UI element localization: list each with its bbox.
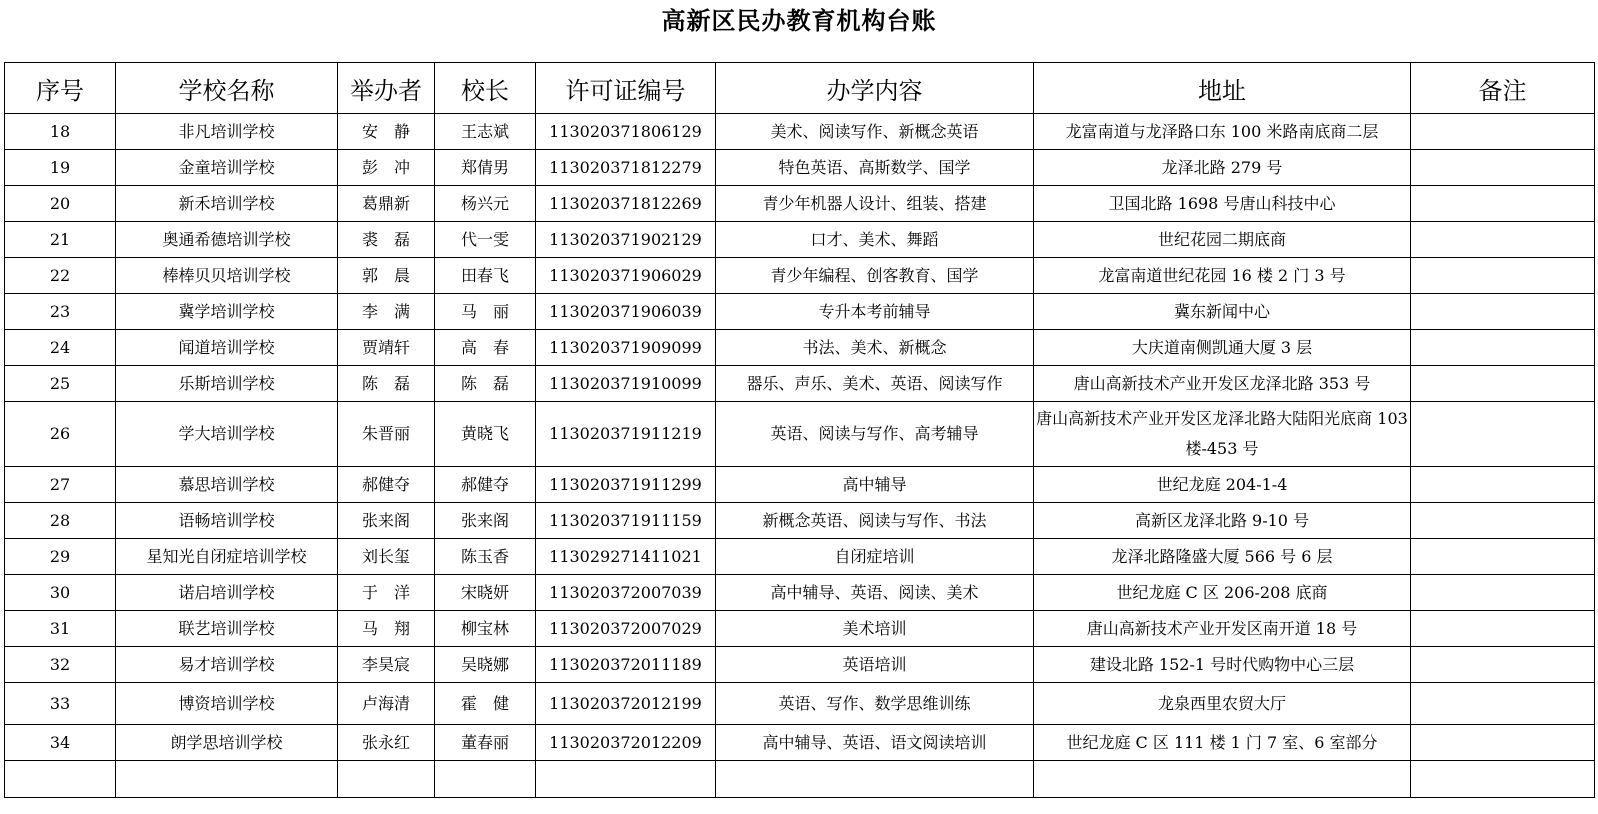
cell-address: 世纪龙庭 204-1-4 bbox=[1034, 467, 1411, 503]
empty-cell bbox=[536, 761, 716, 798]
cell-sponsor: 朱晋丽 bbox=[338, 402, 435, 467]
table-row bbox=[5, 503, 1595, 539]
cell-address: 唐山高新技术产业开发区南开道 18 号 bbox=[1034, 611, 1411, 647]
cell-remark bbox=[1411, 647, 1595, 683]
cell-remark bbox=[1411, 611, 1595, 647]
cell-principal: 田春飞 bbox=[435, 258, 536, 294]
cell-principal: 代一雯 bbox=[435, 222, 536, 258]
table-row bbox=[5, 366, 1595, 402]
cell-school: 非凡培训学校 bbox=[116, 114, 338, 150]
table-row bbox=[5, 222, 1595, 258]
cell-content: 英语培训 bbox=[716, 647, 1034, 683]
table-row bbox=[5, 683, 1595, 725]
cell-no: 25 bbox=[5, 366, 116, 402]
cell-license: 113020371806129 bbox=[536, 114, 716, 150]
cell-sponsor: 贾靖轩 bbox=[338, 330, 435, 366]
cell-school: 慕思培训学校 bbox=[116, 467, 338, 503]
cell-no: 28 bbox=[5, 503, 116, 539]
header-content: 办学内容 bbox=[716, 63, 1034, 114]
cell-remark bbox=[1411, 294, 1595, 330]
header-license: 许可证编号 bbox=[536, 63, 716, 114]
cell-content: 器乐、声乐、美术、英语、阅读写作 bbox=[716, 366, 1034, 402]
cell-no: 21 bbox=[5, 222, 116, 258]
cell-principal: 高 春 bbox=[435, 330, 536, 366]
cell-address: 世纪龙庭 C 区 111 楼 1 门 7 室、6 室部分 bbox=[1034, 725, 1411, 761]
cell-license: 113020371909099 bbox=[536, 330, 716, 366]
cell-remark bbox=[1411, 575, 1595, 611]
cell-no: 24 bbox=[5, 330, 116, 366]
cell-license: 113020371812279 bbox=[536, 150, 716, 186]
cell-content: 青少年机器人设计、组装、搭建 bbox=[716, 186, 1034, 222]
cell-content: 青少年编程、创客教育、国学 bbox=[716, 258, 1034, 294]
cell-principal: 杨兴元 bbox=[435, 186, 536, 222]
cell-sponsor: 郝健夺 bbox=[338, 467, 435, 503]
cell-content: 美术、阅读写作、新概念英语 bbox=[716, 114, 1034, 150]
cell-sponsor: 郭 晨 bbox=[338, 258, 435, 294]
cell-sponsor: 刘长玺 bbox=[338, 539, 435, 575]
table-row bbox=[5, 647, 1595, 683]
cell-principal: 陈 磊 bbox=[435, 366, 536, 402]
empty-cell bbox=[435, 761, 536, 798]
cell-school: 博资培训学校 bbox=[116, 683, 338, 725]
empty-cell bbox=[1034, 761, 1411, 798]
table-row bbox=[5, 294, 1595, 330]
cell-content: 高中辅导、英语、阅读、美术 bbox=[716, 575, 1034, 611]
cell-no: 26 bbox=[5, 402, 116, 467]
cell-license: 113020371906029 bbox=[536, 258, 716, 294]
cell-principal: 陈玉香 bbox=[435, 539, 536, 575]
cell-sponsor: 马 翔 bbox=[338, 611, 435, 647]
cell-license: 113020371812269 bbox=[536, 186, 716, 222]
cell-content: 口才、美术、舞蹈 bbox=[716, 222, 1034, 258]
cell-principal: 张来阁 bbox=[435, 503, 536, 539]
cell-no: 32 bbox=[5, 647, 116, 683]
cell-address: 世纪龙庭 C 区 206-208 底商 bbox=[1034, 575, 1411, 611]
cell-content: 新概念英语、阅读与写作、书法 bbox=[716, 503, 1034, 539]
cell-sponsor: 于 洋 bbox=[338, 575, 435, 611]
cell-no: 34 bbox=[5, 725, 116, 761]
cell-school: 奥通希德培训学校 bbox=[116, 222, 338, 258]
cell-content: 书法、美术、新概念 bbox=[716, 330, 1034, 366]
cell-remark bbox=[1411, 150, 1595, 186]
cell-school: 棒棒贝贝培训学校 bbox=[116, 258, 338, 294]
cell-address: 龙富南道世纪花园 16 楼 2 门 3 号 bbox=[1034, 258, 1411, 294]
cell-principal: 郑倩男 bbox=[435, 150, 536, 186]
cell-school: 学大培训学校 bbox=[116, 402, 338, 467]
cell-remark bbox=[1411, 725, 1595, 761]
cell-no: 22 bbox=[5, 258, 116, 294]
cell-no: 18 bbox=[5, 114, 116, 150]
cell-no: 20 bbox=[5, 186, 116, 222]
cell-school: 朗学思培训学校 bbox=[116, 725, 338, 761]
cell-address: 龙泽北路隆盛大厦 566 号 6 层 bbox=[1034, 539, 1411, 575]
table-row bbox=[5, 539, 1595, 575]
cell-license: 113020371906039 bbox=[536, 294, 716, 330]
cell-no: 27 bbox=[5, 467, 116, 503]
table-row bbox=[5, 186, 1595, 222]
cell-remark bbox=[1411, 222, 1595, 258]
cell-license: 113020372007029 bbox=[536, 611, 716, 647]
cell-school: 易才培训学校 bbox=[116, 647, 338, 683]
empty-cell bbox=[5, 761, 116, 798]
cell-remark bbox=[1411, 539, 1595, 575]
header-row bbox=[5, 63, 1595, 114]
cell-sponsor: 张来阁 bbox=[338, 503, 435, 539]
cell-school: 语畅培训学校 bbox=[116, 503, 338, 539]
cell-license: 113020372007039 bbox=[536, 575, 716, 611]
table-row bbox=[5, 575, 1595, 611]
cell-principal: 吴晓娜 bbox=[435, 647, 536, 683]
cell-address: 唐山高新技术产业开发区龙泽北路 353 号 bbox=[1034, 366, 1411, 402]
cell-content: 英语、阅读与写作、高考辅导 bbox=[716, 402, 1034, 467]
cell-no: 33 bbox=[5, 683, 116, 725]
empty-cell bbox=[1411, 761, 1595, 798]
cell-address: 冀东新闻中心 bbox=[1034, 294, 1411, 330]
page-title: 高新区民办教育机构台账 bbox=[661, 7, 937, 35]
cell-remark bbox=[1411, 683, 1595, 725]
cell-address: 龙泉西里农贸大厅 bbox=[1034, 683, 1411, 725]
cell-remark bbox=[1411, 503, 1595, 539]
cell-license: 113020371910099 bbox=[536, 366, 716, 402]
header-address: 地址 bbox=[1034, 63, 1411, 114]
table-row bbox=[5, 611, 1595, 647]
cell-school: 金童培训学校 bbox=[116, 150, 338, 186]
cell-remark bbox=[1411, 467, 1595, 503]
cell-principal: 董春丽 bbox=[435, 725, 536, 761]
table-row bbox=[5, 258, 1595, 294]
table-row bbox=[5, 467, 1595, 503]
cell-remark bbox=[1411, 186, 1595, 222]
cell-principal: 宋晓妍 bbox=[435, 575, 536, 611]
cell-principal: 柳宝林 bbox=[435, 611, 536, 647]
cell-license: 113020372012209 bbox=[536, 725, 716, 761]
cell-content: 高中辅导、英语、语文阅读培训 bbox=[716, 725, 1034, 761]
ledger-table bbox=[4, 62, 1595, 798]
cell-school: 新禾培训学校 bbox=[116, 186, 338, 222]
cell-address: 建设北路 152-1 号时代购物中心三层 bbox=[1034, 647, 1411, 683]
cell-license: 113020371911299 bbox=[536, 467, 716, 503]
cell-address: 卫国北路 1698 号唐山科技中心 bbox=[1034, 186, 1411, 222]
cell-principal: 马 丽 bbox=[435, 294, 536, 330]
cell-sponsor: 张永红 bbox=[338, 725, 435, 761]
cell-address: 世纪花园二期底商 bbox=[1034, 222, 1411, 258]
cell-license: 113020372012199 bbox=[536, 683, 716, 725]
cell-content: 专升本考前辅导 bbox=[716, 294, 1034, 330]
cell-license: 113020371911219 bbox=[536, 402, 716, 467]
cell-sponsor: 彭 冲 bbox=[338, 150, 435, 186]
table-row bbox=[5, 150, 1595, 186]
cell-address: 高新区龙泽北路 9-10 号 bbox=[1034, 503, 1411, 539]
cell-sponsor: 葛鼎新 bbox=[338, 186, 435, 222]
cell-address: 唐山高新技术产业开发区龙泽北路大陆阳光底商 103 楼-453 号 bbox=[1034, 402, 1411, 467]
table-row bbox=[5, 114, 1595, 150]
cell-content: 自闭症培训 bbox=[716, 539, 1034, 575]
cell-sponsor: 裘 磊 bbox=[338, 222, 435, 258]
cell-content: 高中辅导 bbox=[716, 467, 1034, 503]
cell-license: 113020372011189 bbox=[536, 647, 716, 683]
cell-school: 乐斯培训学校 bbox=[116, 366, 338, 402]
cell-principal: 郝健夺 bbox=[435, 467, 536, 503]
cell-remark bbox=[1411, 114, 1595, 150]
cell-content: 美术培训 bbox=[716, 611, 1034, 647]
empty-cell bbox=[716, 761, 1034, 798]
header-remark: 备注 bbox=[1411, 63, 1595, 114]
cell-principal: 黄晓飞 bbox=[435, 402, 536, 467]
cell-remark bbox=[1411, 366, 1595, 402]
cell-no: 31 bbox=[5, 611, 116, 647]
cell-remark bbox=[1411, 330, 1595, 366]
cell-license: 113029271411021 bbox=[536, 539, 716, 575]
empty-cell bbox=[116, 761, 338, 798]
cell-no: 23 bbox=[5, 294, 116, 330]
cell-content: 特色英语、高斯数学、国学 bbox=[716, 150, 1034, 186]
cell-sponsor: 卢海清 bbox=[338, 683, 435, 725]
cell-sponsor: 安 静 bbox=[338, 114, 435, 150]
cell-license: 113020371911159 bbox=[536, 503, 716, 539]
header-principal: 校长 bbox=[435, 63, 536, 114]
cell-address: 龙富南道与龙泽路口东 100 米路南底商二层 bbox=[1034, 114, 1411, 150]
cell-remark bbox=[1411, 258, 1595, 294]
cell-address: 龙泽北路 279 号 bbox=[1034, 150, 1411, 186]
cell-school: 冀学培训学校 bbox=[116, 294, 338, 330]
cell-principal: 王志斌 bbox=[435, 114, 536, 150]
cell-sponsor: 李 满 bbox=[338, 294, 435, 330]
table-row bbox=[5, 725, 1595, 761]
cell-license: 113020371902129 bbox=[536, 222, 716, 258]
cell-school: 星知光自闭症培训学校 bbox=[116, 539, 338, 575]
table-row bbox=[5, 330, 1595, 366]
cell-remark bbox=[1411, 402, 1595, 467]
cell-school: 诺启培训学校 bbox=[116, 575, 338, 611]
empty-row bbox=[5, 761, 1595, 798]
empty-cell bbox=[338, 761, 435, 798]
header-no: 序号 bbox=[5, 63, 116, 114]
cell-school: 闻道培训学校 bbox=[116, 330, 338, 366]
table-row bbox=[5, 402, 1595, 467]
cell-school: 联艺培训学校 bbox=[116, 611, 338, 647]
cell-address: 大庆道南侧凯通大厦 3 层 bbox=[1034, 330, 1411, 366]
cell-no: 29 bbox=[5, 539, 116, 575]
cell-content: 英语、写作、数学思维训练 bbox=[716, 683, 1034, 725]
header-sponsor: 举办者 bbox=[338, 63, 435, 114]
cell-principal: 霍 健 bbox=[435, 683, 536, 725]
cell-sponsor: 陈 磊 bbox=[338, 366, 435, 402]
cell-no: 30 bbox=[5, 575, 116, 611]
cell-sponsor: 李昊宸 bbox=[338, 647, 435, 683]
cell-no: 19 bbox=[5, 150, 116, 186]
header-school: 学校名称 bbox=[116, 63, 338, 114]
